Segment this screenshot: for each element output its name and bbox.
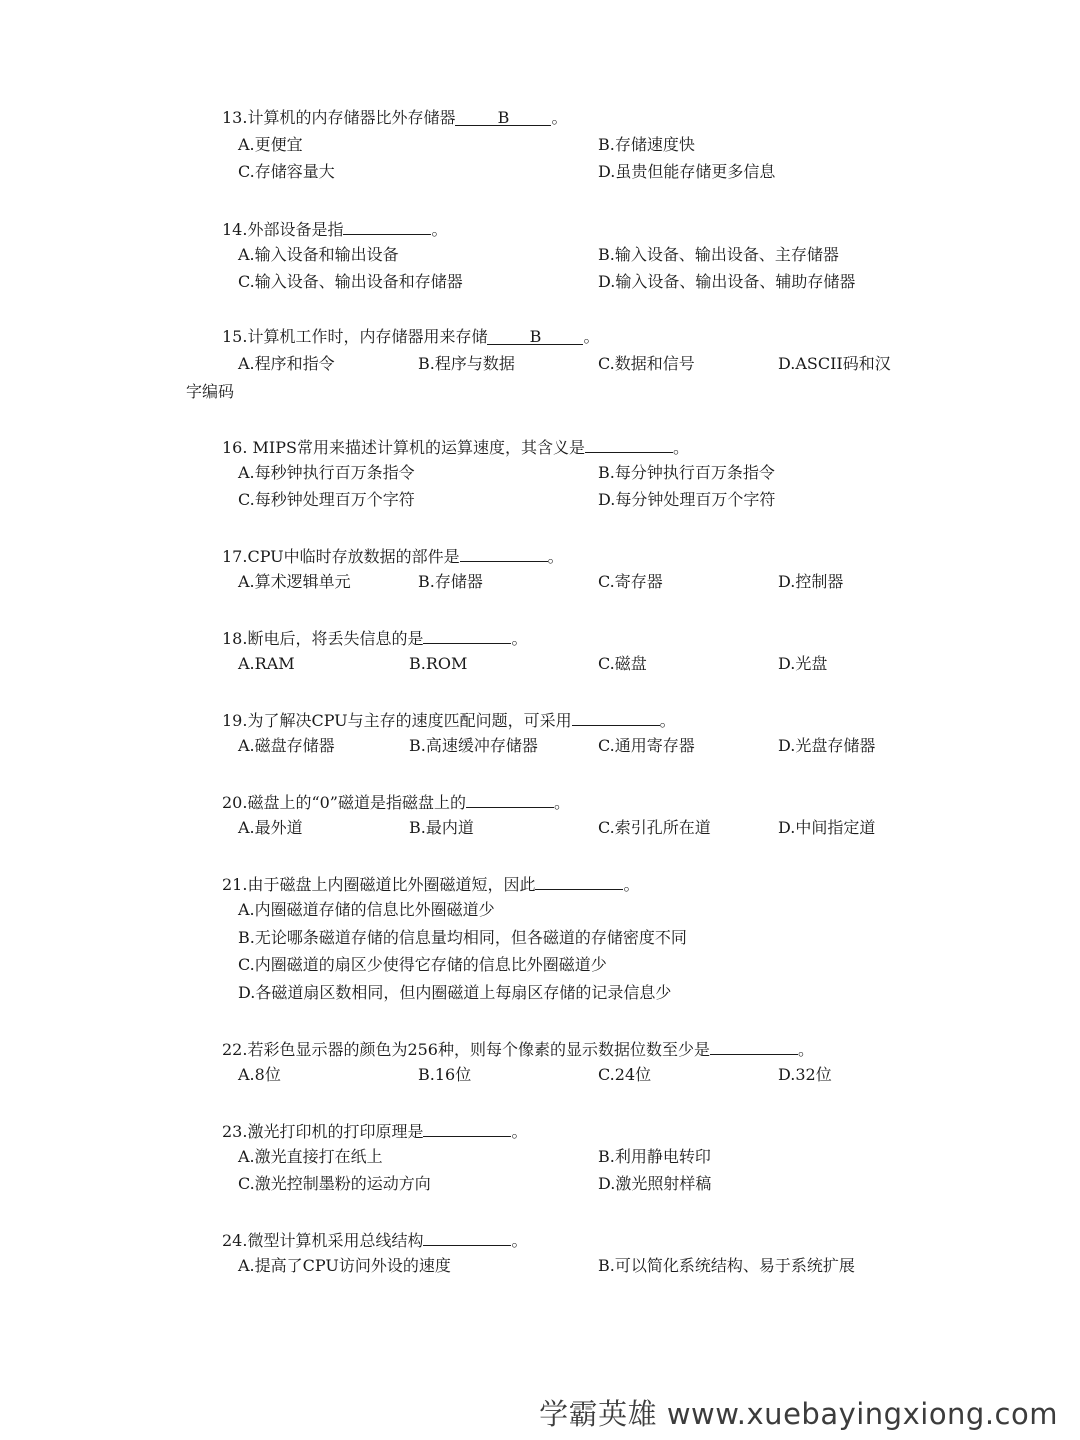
option: B.存储速度快 (598, 135, 695, 154)
option: D.ASCII码和汉 (778, 354, 891, 373)
option: B.利用静电转印 (598, 1147, 711, 1166)
option: C.激光控制墨粉的运动方向 (238, 1174, 431, 1193)
option: B.最内道 (409, 818, 474, 837)
option: B.无论哪条磁道存储的信息量均相同，但各磁道的存储密度不同 (238, 928, 687, 947)
question-14 (222, 218, 447, 240)
option: D.激光照射样稿 (598, 1174, 712, 1193)
question-stem: 23.激光打印机的打印原理是 (222, 1122, 424, 1141)
question-24 (222, 1229, 527, 1251)
question-stem: 20.磁盘上的“0”磁道是指磁盘上的 (222, 793, 466, 812)
footer-brand: 学霸英雄 (539, 1397, 658, 1431)
option: D.输入设备、输出设备、辅助存储器 (598, 272, 856, 291)
option: D.控制器 (778, 572, 844, 591)
question-stem: 19.为了解决CPU与主存的速度匹配问题，可采用 (222, 711, 572, 730)
question-18 (222, 627, 527, 649)
option: B.16位 (418, 1065, 472, 1084)
question-end: 。 (511, 1122, 528, 1141)
option: D.32位 (778, 1065, 832, 1084)
option: D.各磁道扇区数相同，但内圈磁道上每扇区存储的记录信息少 (238, 983, 672, 1002)
question-stem: 21.由于磁盘上内圈磁道比外圈磁道短，因此 (222, 875, 536, 894)
option: C.索引孔所在道 (598, 818, 711, 837)
answer-blank (466, 791, 554, 808)
option: C.存储容量大 (238, 162, 335, 181)
answer-blank (423, 1120, 511, 1137)
footer-watermark (539, 1392, 1058, 1433)
option: C.输入设备、输出设备和存储器 (238, 272, 463, 291)
option: A.磁盘存储器 (238, 736, 335, 755)
question-stem: 24.微型计算机采用总线结构 (222, 1231, 424, 1250)
option: D.光盘存储器 (778, 736, 876, 755)
option: A.8位 (238, 1065, 281, 1084)
question-stem: 13.计算机的内存储器比外存储器 (222, 108, 456, 127)
question-stem: 17.CPU中临时存放数据的部件是 (222, 547, 460, 566)
option: C.数据和信号 (598, 354, 695, 373)
question-21 (222, 873, 639, 895)
option: A.更便宜 (238, 135, 303, 154)
option: B.高速缓冲存储器 (409, 736, 538, 755)
question-end: 。 (551, 108, 568, 127)
answer-blank (710, 1038, 798, 1055)
question-16 (222, 436, 689, 458)
option: A.提高了CPU访问外设的速度 (238, 1256, 451, 1275)
option: C.通用寄存器 (598, 736, 695, 755)
option: A.最外道 (238, 818, 303, 837)
answer-blank (423, 627, 511, 644)
question-stem: 22.若彩色显示器的颜色为256种，则每个像素的显示数据位数至少是 (222, 1040, 710, 1059)
answer-blank (423, 1229, 511, 1246)
option: A.每秒钟执行百万条指令 (238, 463, 415, 482)
option-wrap: 字编码 (186, 382, 235, 401)
question-20 (222, 791, 570, 813)
option: C.内圈磁道的扇区少使得它存储的信息比外圈磁道少 (238, 955, 607, 974)
option: C.每秒钟处理百万个字符 (238, 490, 415, 509)
option: A.RAM (238, 654, 295, 673)
question-end: 。 (623, 875, 640, 894)
option: B.可以简化系统结构、易于系统扩展 (598, 1256, 855, 1275)
option: D.每分钟处理百万个字符 (598, 490, 776, 509)
option: D.虽贵但能存储更多信息 (598, 162, 776, 181)
option: D.中间指定道 (778, 818, 876, 837)
answer-blank (585, 436, 673, 453)
question-15 (222, 327, 599, 347)
option: A.内圈磁道存储的信息比外圈磁道少 (238, 900, 495, 919)
question-end: 。 (798, 1040, 815, 1059)
option: B.ROM (409, 654, 468, 673)
question-17 (222, 545, 564, 567)
question-end: 。 (547, 547, 564, 566)
question-stem: 14.外部设备是指 (222, 220, 344, 239)
answer-blank (535, 873, 623, 890)
question-stem: 18.断电后，将丢失信息的是 (222, 629, 424, 648)
option: B.输入设备、输出设备、主存储器 (598, 245, 839, 264)
question-19 (222, 709, 676, 731)
answer-blank: B (487, 328, 583, 345)
question-23 (222, 1120, 527, 1142)
option: C.24位 (598, 1065, 652, 1084)
answer-blank (343, 218, 431, 235)
option: A.程序和指令 (238, 354, 335, 373)
option: B.每分钟执行百万条指令 (598, 463, 775, 482)
question-22 (222, 1038, 814, 1060)
question-end: 。 (511, 629, 528, 648)
answer-blank: B (455, 109, 551, 126)
footer-url[interactable]: www.xuebayingxiong.com (666, 1397, 1058, 1431)
question-end: 。 (659, 711, 676, 730)
question-end: 。 (583, 327, 600, 346)
question-end: 。 (672, 438, 689, 457)
option: B.程序与数据 (418, 354, 515, 373)
option: A.激光直接打在纸上 (238, 1147, 383, 1166)
option: B.存储器 (418, 572, 483, 591)
answer-blank (460, 545, 548, 562)
question-stem: 15.计算机工作时，内存储器用来存储 (222, 327, 488, 346)
answer-blank (572, 709, 660, 726)
question-13 (222, 108, 567, 128)
question-end: 。 (431, 220, 448, 239)
question-end: 。 (511, 1231, 528, 1250)
option: C.磁盘 (598, 654, 647, 673)
question-stem: 16. MIPS常用来描述计算机的运算速度，其含义是 (222, 438, 585, 457)
option: A.输入设备和输出设备 (238, 245, 399, 264)
option: D.光盘 (778, 654, 828, 673)
question-end: 。 (554, 793, 571, 812)
option: A.算术逻辑单元 (238, 572, 351, 591)
option: C.寄存器 (598, 572, 663, 591)
